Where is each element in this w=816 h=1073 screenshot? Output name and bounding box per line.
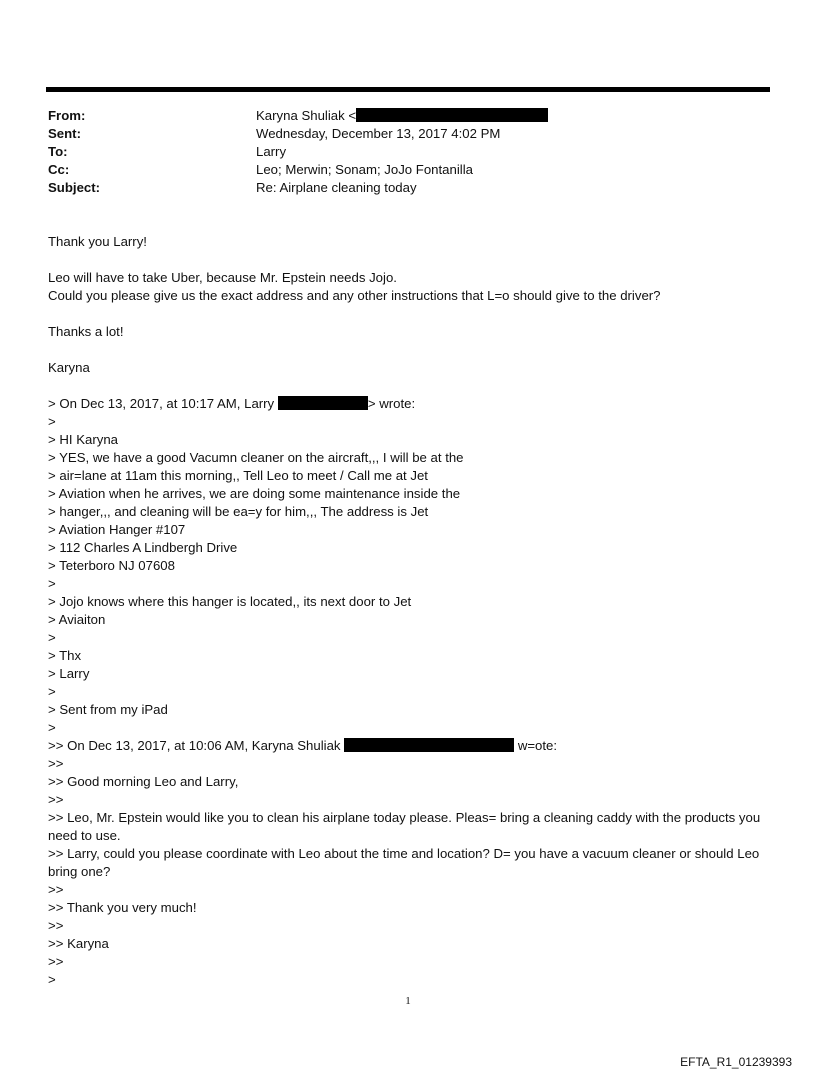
to-row [48,143,768,161]
quoted-line: >> [48,882,64,897]
quoted-line: > Larry [48,666,90,681]
quoted-line: >> [48,756,64,771]
sent-row [48,125,768,143]
quoted-line: > HI Karyna [48,432,119,447]
subject-row [48,179,768,197]
to-label: To: [48,144,68,159]
cc-label: Cc: [48,162,70,177]
quoted-line: > [48,630,56,645]
quoted-line: > Jojo knows where this hanger is located,, its next door to Jet [48,594,412,609]
sent-value: Wednesday, December 13, 2017 4:02 PM [256,126,501,141]
quoted-line: > [48,720,56,735]
quote-header-larry [48,395,768,413]
quote-header-suffix: > wrote: [367,396,416,411]
quoted-line: > air=lane at 11am this morning,, Tell Leo to meet / Call me at Jet [48,468,428,483]
thanks-line: Thanks a lot! [48,324,124,339]
subject-label: Subject: [48,180,101,195]
quoted-line: > Teterboro NJ 07608 [48,558,175,573]
quoted-line: >> Good morning Leo and Larry, [48,774,239,789]
signature: Karyna [48,360,90,375]
redaction-block [344,738,514,752]
quoted-paragraph-leo: >> Leo, Mr. Epstein would like you to clean his airplane today please. Pleas= bring a cleaning caddy with the products you need to use. [48,810,761,843]
quoted-line: > hanger,,, and cleaning will be ea=y for him,,, The address is Jet [48,504,429,519]
from-label: From: [48,108,86,123]
quoted-line: > Thx [48,648,82,663]
to-value: Larry [256,144,287,159]
quoted-line: >> [48,954,64,969]
quoted-line: > YES, we have a good Vacumn cleaner on the aircraft,,, I will be at the [48,450,464,465]
email-body [48,233,768,989]
quoted-line: > [48,414,56,429]
quoted-line: >> Karyna [48,936,109,951]
paragraph-line: Leo will have to take Uber, because Mr. Epstein needs Jojo. [48,270,397,285]
quoted-line: > Aviation Hanger #107 [48,522,186,537]
cc-value: Leo; Merwin; Sonam; JoJo Fontanilla [256,162,473,177]
sent-label: Sent: [48,126,81,141]
quote-header-suffix: w=ote: [514,738,558,753]
quoted-line: > [48,684,56,699]
page-number: 1 [405,995,411,1007]
quoted-line: >> [48,792,64,807]
document-id: EFTA_R1_01239393 [680,1055,792,1069]
quote-header-karyna [48,737,768,755]
quote-header-prefix: > On Dec 13, 2017, at 10:17 AM, Larry [48,396,278,411]
quote-header-prefix: >> On Dec 13, 2017, at 10:06 AM, Karyna Shuliak [48,738,345,753]
quoted-line: >> Thank you very much! [48,900,197,915]
cc-row [48,161,768,179]
quoted-line: > Aviaiton [48,612,106,627]
quoted-line: > [48,972,56,987]
email-header [48,107,768,197]
from-row [48,107,768,125]
quoted-line: > 112 Charles A Lindbergh Drive [48,540,238,555]
redaction-block [356,108,548,122]
quoted-block-karyna-bottom [48,881,768,989]
from-value [256,107,768,125]
paragraph-line: Could you please give us the exact address and any other instructions that L=o should give to the driver? [48,288,661,303]
quoted-line: > Sent from my iPad [48,702,168,717]
redaction-block [278,396,368,410]
subject-value: Re: Airplane cleaning today [256,180,417,195]
greeting: Thank you Larry! [48,234,147,249]
quoted-line: >> [48,918,64,933]
quoted-block-karyna-top [48,755,768,809]
from-name: Karyna Shuliak < [256,108,357,123]
header-rule [46,87,770,92]
quoted-paragraph-larry: >> Larry, could you please coordinate with Leo about the time and location? D= you have a vacuum cleaner or should Leo bring one? [48,846,760,879]
quoted-block-larry [48,413,768,737]
quoted-line: > Aviation when he arrives, we are doing some maintenance inside the [48,486,461,501]
quoted-line: > [48,576,56,591]
